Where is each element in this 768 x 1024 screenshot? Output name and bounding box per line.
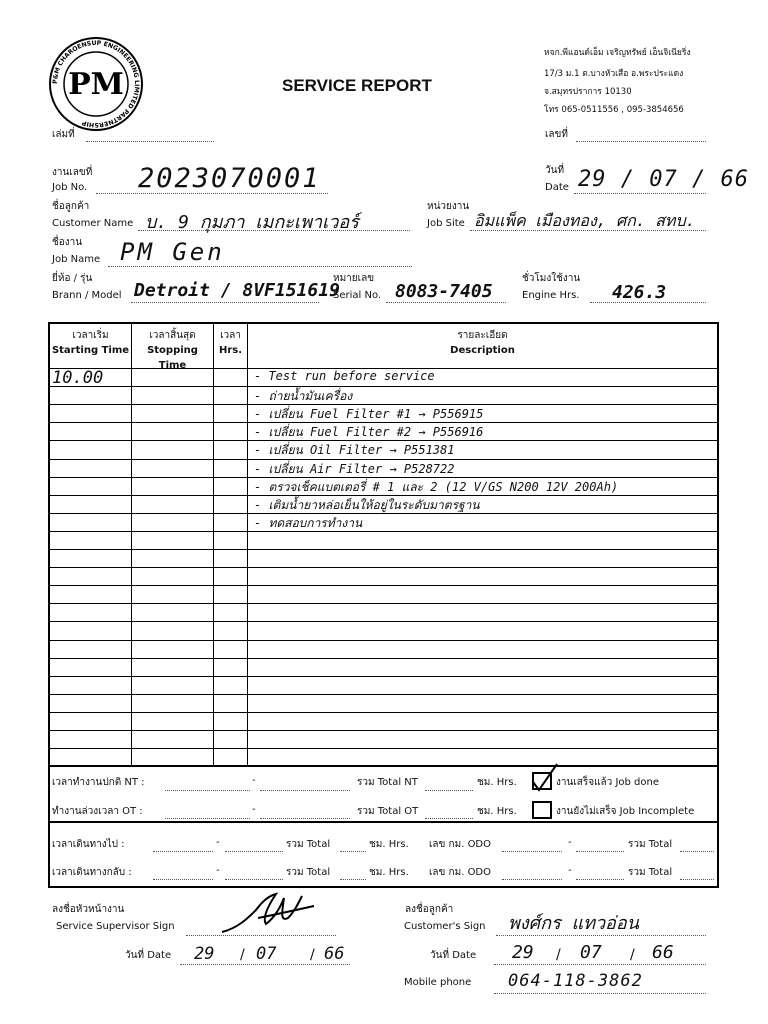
date-separator: / xyxy=(630,947,635,963)
no-label: เลขที่ xyxy=(545,129,568,140)
job-no-field xyxy=(96,193,328,194)
col-stop-en: Stopping Time xyxy=(147,345,198,371)
no-field[interactable] xyxy=(576,141,706,142)
site-label-th: หน่วยงาน xyxy=(427,201,470,212)
table-row-line xyxy=(50,585,717,586)
ot-label: ทำงานล่วงเวลา OT : xyxy=(52,806,143,817)
travel-go-label: เวลาเดินทางไป : xyxy=(52,839,125,850)
travel-back-end-field[interactable] xyxy=(225,879,283,880)
serial-field xyxy=(386,302,506,303)
col-divider xyxy=(131,324,132,765)
travel-go-hrs-label: ชม. Hrs. xyxy=(369,839,409,850)
customer-date-month[interactable]: 07 xyxy=(580,942,602,963)
site-label-en: Job Site xyxy=(427,218,465,229)
brand-label-th: ยี่ห้อ / รุ่น xyxy=(52,273,93,284)
travel-go-odo-total[interactable] xyxy=(680,851,714,852)
travel-back-total-field[interactable] xyxy=(340,879,366,880)
hours-label-th: ชั่วโมงใช้งาน xyxy=(522,273,581,284)
table-row-line xyxy=(50,640,717,641)
ot-start-field[interactable] xyxy=(165,818,250,819)
customer-sign-label-th: ลงชื่อลูกค้า xyxy=(405,904,454,915)
brand-label-en: Brann / Model xyxy=(52,290,122,301)
travel-go-odo-start[interactable] xyxy=(502,851,562,852)
company-phone: โทร 065-0511556 , 095-3854656 xyxy=(544,105,684,115)
col-hrs-th: เวลา xyxy=(220,330,241,341)
travel-back-hrs-label: ชม. Hrs. xyxy=(369,867,409,878)
svg-text:P&M CHAROENSUP ENGINEERING LIM: P&M CHAROENSUP ENGINEERING LIMITED PARTNERSHIP xyxy=(51,39,141,129)
travel-back-odo-label: เลข กม. ODO xyxy=(429,867,492,878)
customer-sign-line xyxy=(496,935,706,936)
travel-go-odo-total-label: รวม Total xyxy=(628,839,673,850)
work-log-table xyxy=(48,322,719,888)
table-row-line xyxy=(50,658,717,659)
travel-go-odo-end[interactable] xyxy=(576,851,624,852)
job-incomplete-checkbox[interactable] xyxy=(532,801,552,819)
travel-back-start-field[interactable] xyxy=(153,879,213,880)
page-title: SERVICE REPORT xyxy=(282,76,432,95)
date-label-en: Date xyxy=(545,182,569,193)
col-desc-en: Description xyxy=(450,345,515,356)
nt-label: เวลาทำงานปกติ NT : xyxy=(52,777,145,788)
travel-go-start-field[interactable] xyxy=(153,851,213,852)
date-separator: / xyxy=(240,947,245,963)
job-incomplete-label: งานยังไม่เสร็จ Job Incomplete xyxy=(556,806,695,817)
mobile-label: Mobile phone xyxy=(404,977,472,988)
table-row-line xyxy=(50,531,717,532)
table-row-line xyxy=(50,603,717,604)
site-field xyxy=(470,230,706,231)
col-stop-th: เวลาสิ้นสุด xyxy=(149,330,196,341)
company-address-line: จ.สมุทรปราการ 10130 xyxy=(544,87,632,97)
table-row-line xyxy=(50,567,717,568)
travel-back-label: เวลาเดินทางกลับ : xyxy=(52,867,132,878)
travel-back-odo-total-label: รวม Total xyxy=(628,867,673,878)
job-name-label-en: Job Name xyxy=(52,254,101,265)
table-row-line xyxy=(50,386,717,387)
mobile-value[interactable]: 064-118-3862 xyxy=(508,971,643,991)
table-row-line xyxy=(50,748,717,749)
nt-dash: - xyxy=(252,775,256,786)
total-ot-field[interactable] xyxy=(425,818,473,819)
supervisor-date-month[interactable]: 07 xyxy=(256,944,277,964)
description-entry[interactable]: - เปลี่ยน Fuel Filter #1 → P556915 xyxy=(254,407,484,422)
job-name-value[interactable]: PM Gen xyxy=(120,238,225,266)
serial-label-en: Serial No. xyxy=(333,290,382,301)
description-entry[interactable]: - ทดสอบการทำงาน xyxy=(254,515,363,530)
table-row-line xyxy=(50,549,717,550)
supervisor-date-label: วันที่ Date xyxy=(125,950,172,961)
customer-signature[interactable]: พงศ์กร แทวอ่อน xyxy=(508,913,639,934)
company-address-line: หจก.พีแอนด์เอ็ม เจริญทรัพย์ เอ็นจิเนียริ่ง xyxy=(544,48,691,58)
col-start-th: เวลาเริ่ม xyxy=(72,330,109,341)
travel-go-total-label: รวม Total xyxy=(286,839,331,850)
customer-date-label: วันที่ Date xyxy=(430,950,477,961)
travel-back-total-label: รวม Total xyxy=(286,867,331,878)
total-nt-field[interactable] xyxy=(425,790,473,791)
date-separator: / xyxy=(556,947,561,963)
description-entry[interactable]: - เปลี่ยน Air Filter → P528722 xyxy=(254,461,455,476)
travel-back-odo-end[interactable] xyxy=(576,879,624,880)
supervisor-date-year[interactable]: 66 xyxy=(324,944,345,964)
table-row-line xyxy=(50,694,717,695)
brand-field xyxy=(131,302,319,303)
description-entry[interactable]: - เปลี่ยน Oil Filter → P551381 xyxy=(254,443,455,458)
customer-sign-label-en: Customer's Sign xyxy=(404,921,486,932)
travel-back-odo-total[interactable] xyxy=(680,879,714,880)
customer-date-day[interactable]: 29 xyxy=(512,942,534,963)
company-logo xyxy=(48,36,144,132)
book-no-label: เล่มที่ xyxy=(52,129,75,140)
nt-start-field[interactable] xyxy=(165,790,250,791)
nt-hrs-label: ชม. Hrs. xyxy=(477,777,517,788)
description-entry[interactable]: - เติมน้ำยาหล่อเย็นให้อยู่ในระดับมาตรฐาน xyxy=(254,497,480,512)
ot-dash: - xyxy=(252,804,256,815)
site-value[interactable]: อิมแพ็ค เมืองทอง, ศก. สทบ. xyxy=(474,211,696,230)
total-ot-label: รวม Total OT xyxy=(357,806,419,817)
col-desc-th: รายละเอียด xyxy=(457,330,508,341)
job-name-label-th: ชื่องาน xyxy=(52,237,83,248)
brand-value[interactable]: Detroit / 8VF151619 xyxy=(134,280,340,301)
job-no-label-en: Job No. xyxy=(52,182,88,193)
mobile-line xyxy=(494,993,706,994)
serial-value[interactable]: 8083-7405 xyxy=(395,281,493,302)
supervisor-date-day[interactable]: 29 xyxy=(194,944,215,964)
col-divider xyxy=(247,324,248,765)
company-address-line: 17/3 ม.1 ต.บางหัวเสือ อ.พระประแดง xyxy=(544,69,684,79)
ot-end-field[interactable] xyxy=(260,818,350,819)
date-field xyxy=(574,193,706,194)
travel-back-odo-dash: - xyxy=(568,865,572,876)
date-value[interactable]: 29 / 07 / 66 xyxy=(578,167,749,192)
customer-value[interactable]: บ. 9 กุมภา เมกะเพาเวอร์ xyxy=(145,212,359,233)
table-row-line xyxy=(50,730,717,731)
description-entry[interactable]: - ตรวจเช็คแบตเตอรี่ # 1 และ 2 (12 V/GS N200 12V 200Ah) xyxy=(254,479,619,494)
date-label-th: วันที่ xyxy=(545,165,565,176)
nt-end-field[interactable] xyxy=(260,790,350,791)
travel-go-total-field[interactable] xyxy=(340,851,366,852)
date-separator: / xyxy=(310,947,315,963)
total-nt-label: รวม Total NT xyxy=(357,777,418,788)
travel-go-dash: - xyxy=(216,837,220,848)
col-divider xyxy=(213,324,214,765)
svg-text:PM: PM xyxy=(68,67,124,102)
travel-go-end-field[interactable] xyxy=(225,851,283,852)
job-no-value[interactable]: 2023070001 xyxy=(138,163,321,194)
description-entry[interactable]: - เปลี่ยน Fuel Filter #2 → P556916 xyxy=(254,425,484,440)
book-no-field[interactable] xyxy=(86,141,214,142)
supervisor-signature[interactable] xyxy=(218,888,318,938)
table-row-line xyxy=(50,676,717,677)
section-divider xyxy=(50,821,717,823)
travel-go-odo-dash: - xyxy=(568,837,572,848)
travel-back-odo-start[interactable] xyxy=(502,879,562,880)
ot-hrs-label: ชม. Hrs. xyxy=(477,806,517,817)
customer-field xyxy=(138,230,410,231)
col-hrs-en: Hrs. xyxy=(218,345,243,356)
customer-date-year[interactable]: 66 xyxy=(652,942,674,963)
job-name-field xyxy=(108,266,412,267)
section-divider xyxy=(50,765,717,767)
serial-label-th: หมายเลข xyxy=(333,273,375,284)
travel-go-odo-label: เลข กม. ODO xyxy=(429,839,492,850)
hours-label-en: Engine Hrs. xyxy=(522,290,580,301)
job-no-label-th: งานเลขที่ xyxy=(52,167,93,178)
supervisor-label-en: Service Supervisor Sign xyxy=(56,921,175,932)
supervisor-label-th: ลงชื่อหัวหน้างาน xyxy=(52,904,125,915)
customer-label-th: ชื่อลูกค้า xyxy=(52,201,90,212)
job-done-label: งานเสร็จแล้ว Job done xyxy=(556,777,660,788)
customer-label-en: Customer Name xyxy=(52,218,134,229)
col-start-en: Starting Time xyxy=(51,345,130,356)
travel-back-dash: - xyxy=(216,865,220,876)
hours-value[interactable]: 426.3 xyxy=(612,282,667,303)
supervisor-date-line xyxy=(180,964,350,965)
supervisor-sign-line xyxy=(186,935,336,936)
table-row-line xyxy=(50,621,717,622)
table-row-line xyxy=(50,712,717,713)
description-entry[interactable]: - Test run before service xyxy=(254,369,435,383)
description-entry[interactable]: - ถ่ายน้ำมันเครื่อง xyxy=(254,389,353,404)
customer-date-line xyxy=(494,964,706,965)
hours-field xyxy=(590,302,706,303)
start-time-value[interactable]: 10.00 xyxy=(52,368,104,388)
